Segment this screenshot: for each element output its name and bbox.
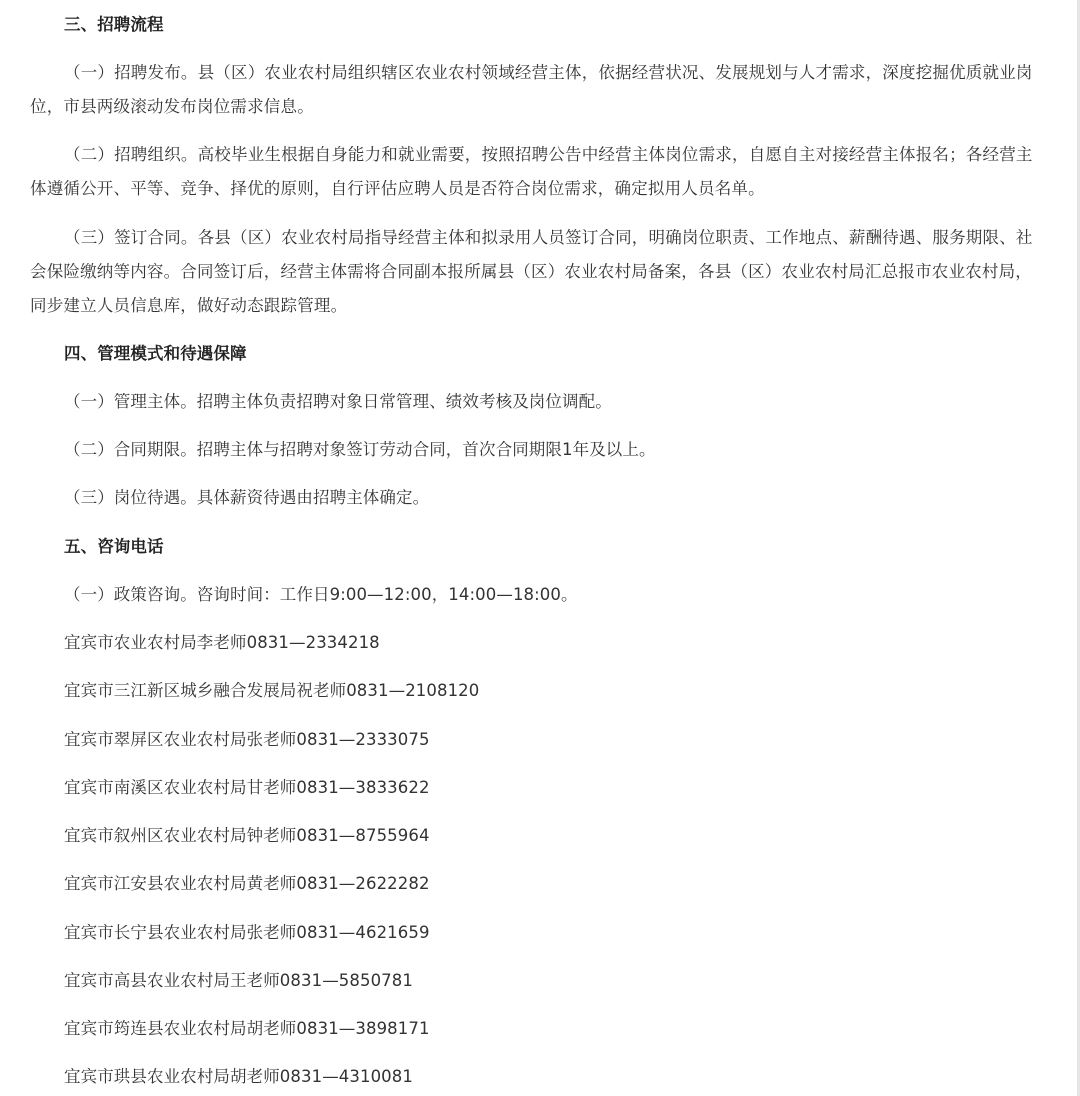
- paragraph-policy-consultation: （一）政策咨询。咨询时间：工作日9:00—12:00，14:00—18:00。: [64, 585, 578, 604]
- contact-line: 宜宾市叙州区农业农村局钟老师0831—8755964: [64, 826, 430, 845]
- paragraph-contract-signing: （三）签订合同。各县（区）农业农村局指导经营主体和拟录用人员签订合同，明确岗位职责、工作地点、薪酬待遇、服务期限、社会保险缴纳等内容。合同签订后，经营主体需将合同副本报所属县（区）农业农村局备案，各县（区）农业农村局汇总报市农业农村局，同步建立人员信息库，做好动态跟踪管理。: [30, 228, 1033, 315]
- contact-line: 宜宾市江安县农业农村局黄老师0831—2622282: [64, 874, 430, 893]
- contact-line: 宜宾市长宁县农业农村局张老师0831—4621659: [64, 923, 430, 942]
- paragraph-position-benefits: （三）岗位待遇。具体薪资待遇由招聘主体确定。: [64, 488, 430, 507]
- contact-line: 宜宾市三江新区城乡融合发展局祝老师0831—2108120: [64, 681, 480, 700]
- section-heading-recruitment-process: 三、招聘流程: [64, 15, 164, 34]
- section-heading-management-mode: 四、管理模式和待遇保障: [64, 344, 247, 363]
- paragraph-management-subject: （一）管理主体。招聘主体负责招聘对象日常管理、绩效考核及岗位调配。: [64, 392, 612, 411]
- contact-line: 宜宾市筠连县农业农村局胡老师0831—3898171: [64, 1019, 430, 1038]
- contact-line: 宜宾市农业农村局李老师0831—2334218: [64, 633, 380, 652]
- section-heading-consultation-phone: 五、咨询电话: [64, 537, 164, 556]
- contact-line: 宜宾市高县农业农村局王老师0831—5850781: [64, 971, 413, 990]
- contact-line: 宜宾市珙县农业农村局胡老师0831—4310081: [64, 1067, 413, 1086]
- contact-line: 宜宾市翠屏区农业农村局张老师0831—2333075: [64, 730, 430, 749]
- paragraph-contract-term: （二）合同期限。招聘主体与招聘对象签订劳动合同，首次合同期限1年及以上。: [64, 440, 656, 459]
- paragraph-recruitment-organization: （二）招聘组织。高校毕业生根据自身能力和就业需要，按照招聘公告中经营主体岗位需求，自愿自主对接经营主体报名；各经营主体遵循公开、平等、竞争、择优的原则，自行评估应聘人员是否符合岗位需求，确定拟用人员名单。: [30, 145, 1033, 198]
- paragraph-recruitment-release: （一）招聘发布。县（区）农业农村局组织辖区农业农村领域经营主体，依据经营状况、发展规划与人才需求，深度挖掘优质就业岗位，市县两级滚动发布岗位需求信息。: [30, 63, 1033, 116]
- contact-line: 宜宾市南溪区农业农村局甘老师0831—3833622: [64, 778, 430, 797]
